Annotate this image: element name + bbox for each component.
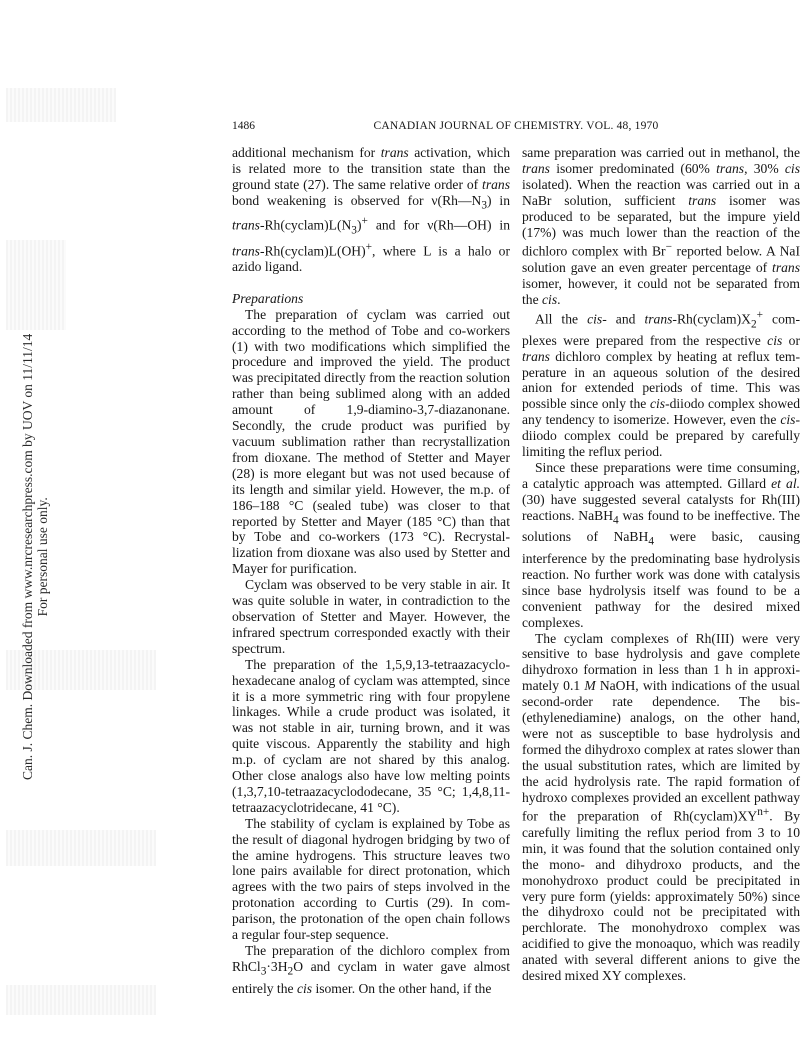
paragraph-catalytic-approach: Since these preparations were time consuming, a catalytic approach was attempted. Gillard et al. (30) have suggested several catalysts for Rh(III) reactions. NaBH$_4$ was found to be ineffective. The solutions of NaBH$_4$ were basic, causing interference by the predominating base hydrolysis reaction. No further work was done with catalysis since base hydrolysis itself was found to be a convenient pathway for the desired mixed complexes. bbox=[522, 460, 801, 630]
watermark-line-usage: For personal use only. bbox=[35, 497, 50, 617]
paragraph-methanol-preparation: same preparation was carried out in methanol, the trans isomer predominated (60% trans, 30% cis isolated). When the reaction was carried out in a NaBr solution, sufficient trans isomer was produced to be separated, but the impure yield (17%) was much lower than the reaction of the dichloro complex with Br− reported below. A NaI solution gave an even greater percentage of trans isomer, however, it could not be separated from the cis. bbox=[522, 145, 801, 307]
section-heading: Preparations bbox=[232, 290, 304, 306]
left-column bbox=[232, 145, 510, 996]
paragraph-cyclam-stability: Cyclam was observed to be very stable in air. It was quite soluble in water, in contradiction to the observation of Stetter and Mayer. However, the infrared spectrum corresponded exactly with their spectrum. bbox=[232, 577, 510, 656]
paragraph-dihalo-complexes: All the cis- and trans-$Rh(cyclam)X_2^+$ complexes were prepared from the respective cis or trans dichloro complex by heating at reflux temperature in an aqueous solution of the desired anion for extended periods of time. This was possible since only the cis-diiodo complex showed any tendency to isomerize. However, even the cis-diiodo complex could be prepared by carefully limiting the reflux period. bbox=[522, 308, 801, 460]
right-column bbox=[522, 145, 800, 984]
scan-artifact bbox=[6, 88, 116, 122]
watermark-line-source: Can. J. Chem. Downloaded from www.nrcresearchpress.com by UOV on 11/11/14 bbox=[20, 333, 35, 780]
download-watermark bbox=[0, 220, 50, 840]
paragraph-trans-activation: additional mechanism for trans activation, which is related more to the transition state than the ground state (27). The same relative order of trans bond weakening is observed for $\nu(Rh—N_3)$ in trans-$Rh(cyclam)L(N_3)^+$ and for ν(Rh—OH) in trans-Rh(cyclam)L(OH)+, where L is a halo or azido ligand. bbox=[232, 145, 511, 274]
paragraph-hydrogen-bridging: The stability of cyclam is explained by Tobe as the result of diagonal hydrogen bridging by two of the amine hydrogens. This structure leaves two lone pairs available for direct protonation, which agrees with the two pairs of steps involved in the protonation according to Curtis (29). In comparison, the protonation of the open chain follows a regular four-step sequence. bbox=[232, 815, 510, 943]
paragraph-base-hydrolysis: The cyclam complexes of Rh(III) were very sensitive to base hydrolysis and gave complete dihydroxo formation in less than 1 h in approximately 0.1 M NaOH, with indications of the usual second-order rate dependence. The bis(ethylenediamine) analogs, on the other hand, were not as susceptible to base hydrolysis and formed the dihydroxo complex at rates slower than the usual substitution rates, which are limited by the acid hydrolysis rate. The rapid formation of hydroxo complexes provided an excellent pathway for the preparation of $Rh(cyclam)XY^{n+}$. By carefully limiting the reflux period from 3 to 10 min, it was found that the solution contained only the mono- and dihydroxo products, and the monohydroxo product could be precipitated in very pure form (yields: approximately 50%) since the dihydroxo could not be precipitated with perchlorate. The monohydroxo complex was acidified to give the monoaquo, which was readily anated with several different anions to give the desired mixed XY complexes. bbox=[522, 630, 801, 984]
running-head: CANADIAN JOURNAL OF CHEMISTRY. VOL. 48, 1970 bbox=[373, 120, 659, 132]
paragraph-analog-preparation: The preparation of the 1,5,9,13-tetraazacyclohexadecane analog of cyclam was attempted, since it is a more symmetric ring with four propylene linkages. While a crude product was isolated, it was not stable in air, turning brown, and it was quite viscous. Apparently the stability and high m.p. of cyclam are not shared by this analog. Other close analogs also have low melting points (1,3,7,10-tetraazacyclododecane, 35 °C; 1,4,8,11-tetraazacyclotridecane, 41 °C). bbox=[232, 656, 510, 815]
paragraph-dichloro-preparation: The preparation of the dichloro complex from $RhCl_3\cdot 3H_2O$ and cyclam in water gave almost entirely the cis isomer. On the other hand, if the bbox=[232, 943, 510, 996]
page-number: 1486 bbox=[232, 120, 255, 132]
paragraph-cyclam-preparation: The preparation of cyclam was carried out according to the method of Tobe and co-workers (1) with two modifications which simplified the procedure and improved the yield. The product was precipitated directly from the reaction solution rather than being sublimed along with an added amount of 1,9-diamino-3,7-diazanonane. Secondly, the crude product was purified by vacuum sublimation rather than recrystallization from dioxane. The method of Stetter and Mayer (28) is more elegant but was not used because of its length and similar yield. However, the m.p. of 186–188 °C (sealed tube) was closer to that reported by Stetter and Mayer (185 °C) than that by Tobe and co-workers (173 °C). Recrystallization from dioxane was also used by Stetter and Mayer for purification. bbox=[232, 306, 510, 577]
page-header bbox=[232, 120, 800, 136]
scan-artifact bbox=[6, 985, 156, 1015]
